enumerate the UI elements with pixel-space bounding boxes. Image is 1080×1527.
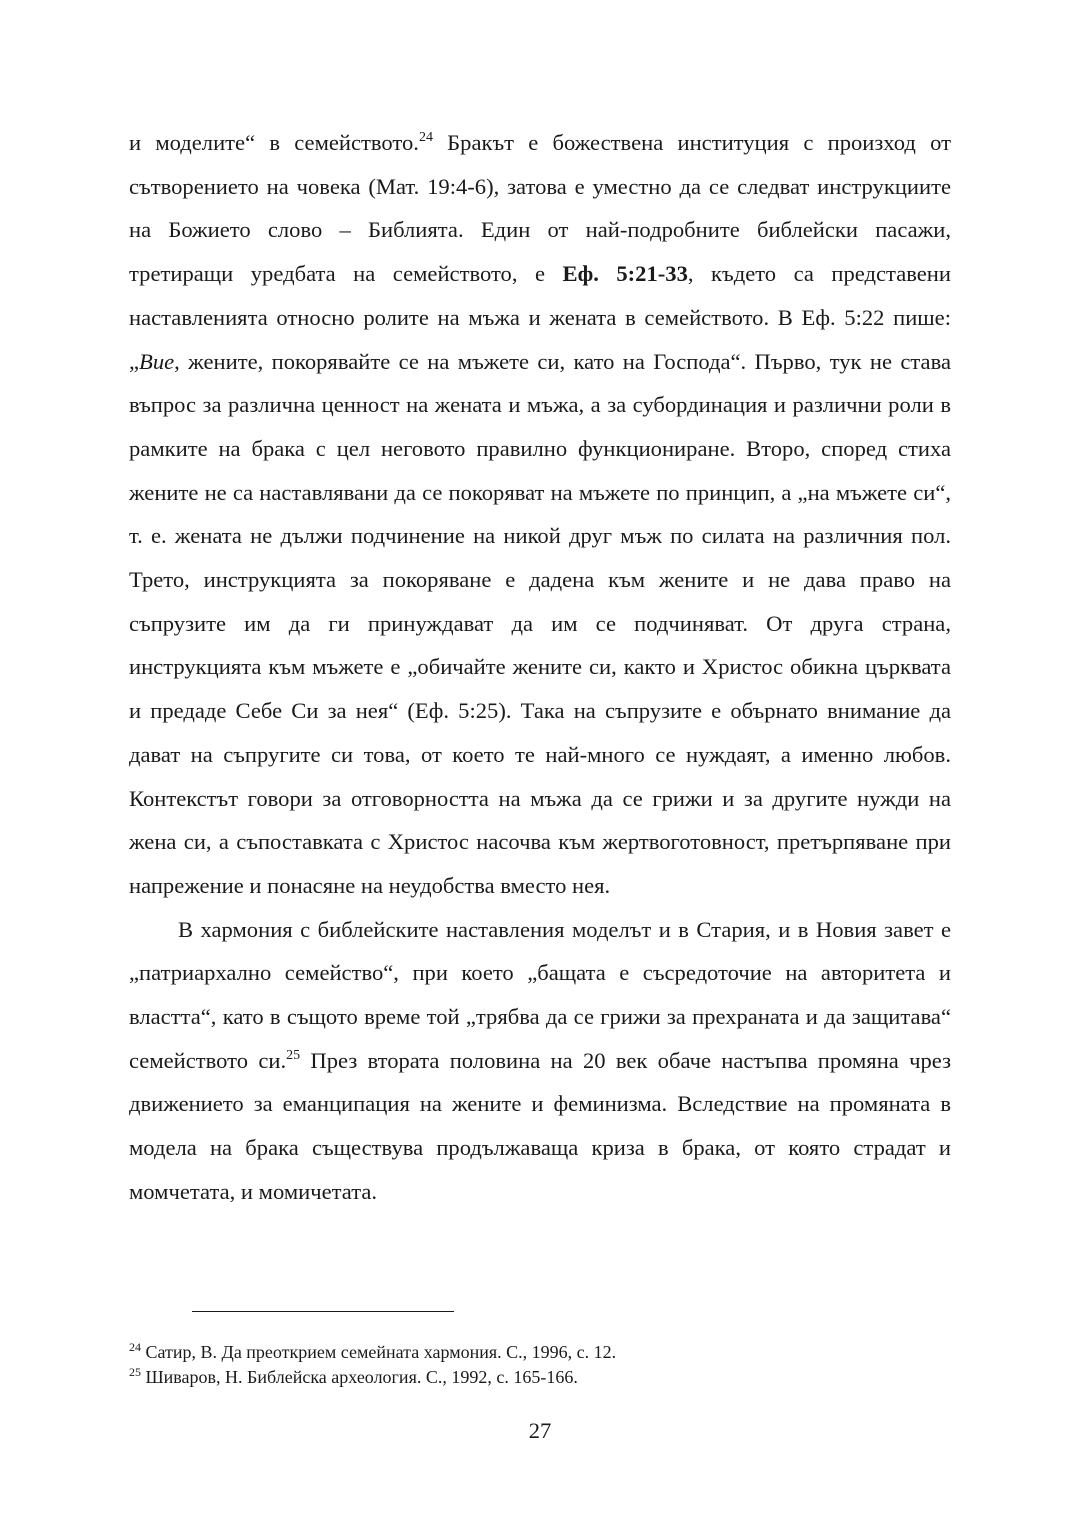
paragraph-2 [129, 908, 951, 1214]
footnote-separator [192, 1311, 454, 1312]
paragraph-2-text-1: В хармония с библейските наставления моделът и в Стария, и в Новия завет е „патриархално семейство“, при което „бащата е съсредоточие на авторитета и властта“, като в същото време той „трябва да се грижи за прехраната и да защитава“ семейството си. [129, 916, 951, 1073]
footnote-25 [129, 1365, 951, 1390]
paragraph-1-text-2: Бракът е божествена институция с произход от сътворението на човека (Мат. 19:4-6), затова е уместно да се следват инструкциите на Божието слово – Библията. Един от най-подробните библейски пасажи, третиращи уредбата на семейството, е [129, 130, 952, 287]
footnote-text: Шиваров, Н. Библейска археология. С., 1992, с. 165-166. [141, 1366, 578, 1387]
page-number: 27 [528, 1418, 552, 1443]
footnote-ref-25[interactable]: 25 [286, 1047, 301, 1063]
page-body [129, 121, 951, 1214]
quote-italic-word: Вие [139, 348, 175, 374]
footnote-number: 24 [129, 1340, 141, 1354]
footnote-text: Сатир, В. Да преоткрием семейната хармония. С., 1996, с. 12. [141, 1342, 617, 1362]
paragraph-1 [129, 121, 951, 908]
footnote-ref-24[interactable]: 24 [418, 130, 433, 145]
paragraph-1-text-3: , където са представени наставленията относно ролите на мъжа и жената в семейството. В Еф. 5:22 пише: „ [129, 261, 951, 374]
paragraph-1-text-4: , жените, покорявайте се на мъжете си, като на Господа“. Първо, тук не става въпрос за различна ценност на жената и мъжа, а за субординация и различни роли в рамките на брака с цел неговото правилно функциониране. Второ, според стиха жените не са наставлявани да се покоряват на мъжете по принцип, а „на мъжете си“, т. е. жената не дължи подчинение на никой друг мъж по силата на различния пол. Трето, инструкцията за покоряване е дадена към жените и не дава право на съпрузите им да ги принуждават да им се подчиняват. От друга страна, инструкцията към мъжете е „обичайте жените си, както и Христос обикна църквата и предаде Себе Си за нея“ (Еф. 5:25). Така на съпрузите е обърнато внимание да дават на съпругите си това, от което те най-много се нуждаят, а именно любов. Контекстът говори за отговорността на мъжа да се грижи и за другите нужди на жена си, а съпоставката с Христос насочва към жертвоготовност, претърпяване при напрежение и понасяне на неудобства вместо нея. [129, 348, 951, 898]
bible-reference-bold: Еф. 5:21-33 [562, 261, 688, 287]
footnote-24 [129, 1340, 951, 1365]
paragraph-2-text-2: През втората половина на 20 век обаче настъпва промяна чрез движението за еманципация на жените и феминизма. Вследствие на промяната в модела на брака съществува продължаваща криза в брака, от която страдат и момчетата, и момичетата. [129, 1047, 952, 1204]
footnotes [129, 1340, 951, 1389]
paragraph-1-text-1: и моделите“ в семейството. [129, 130, 419, 155]
footnote-number: 25 [129, 1364, 141, 1379]
